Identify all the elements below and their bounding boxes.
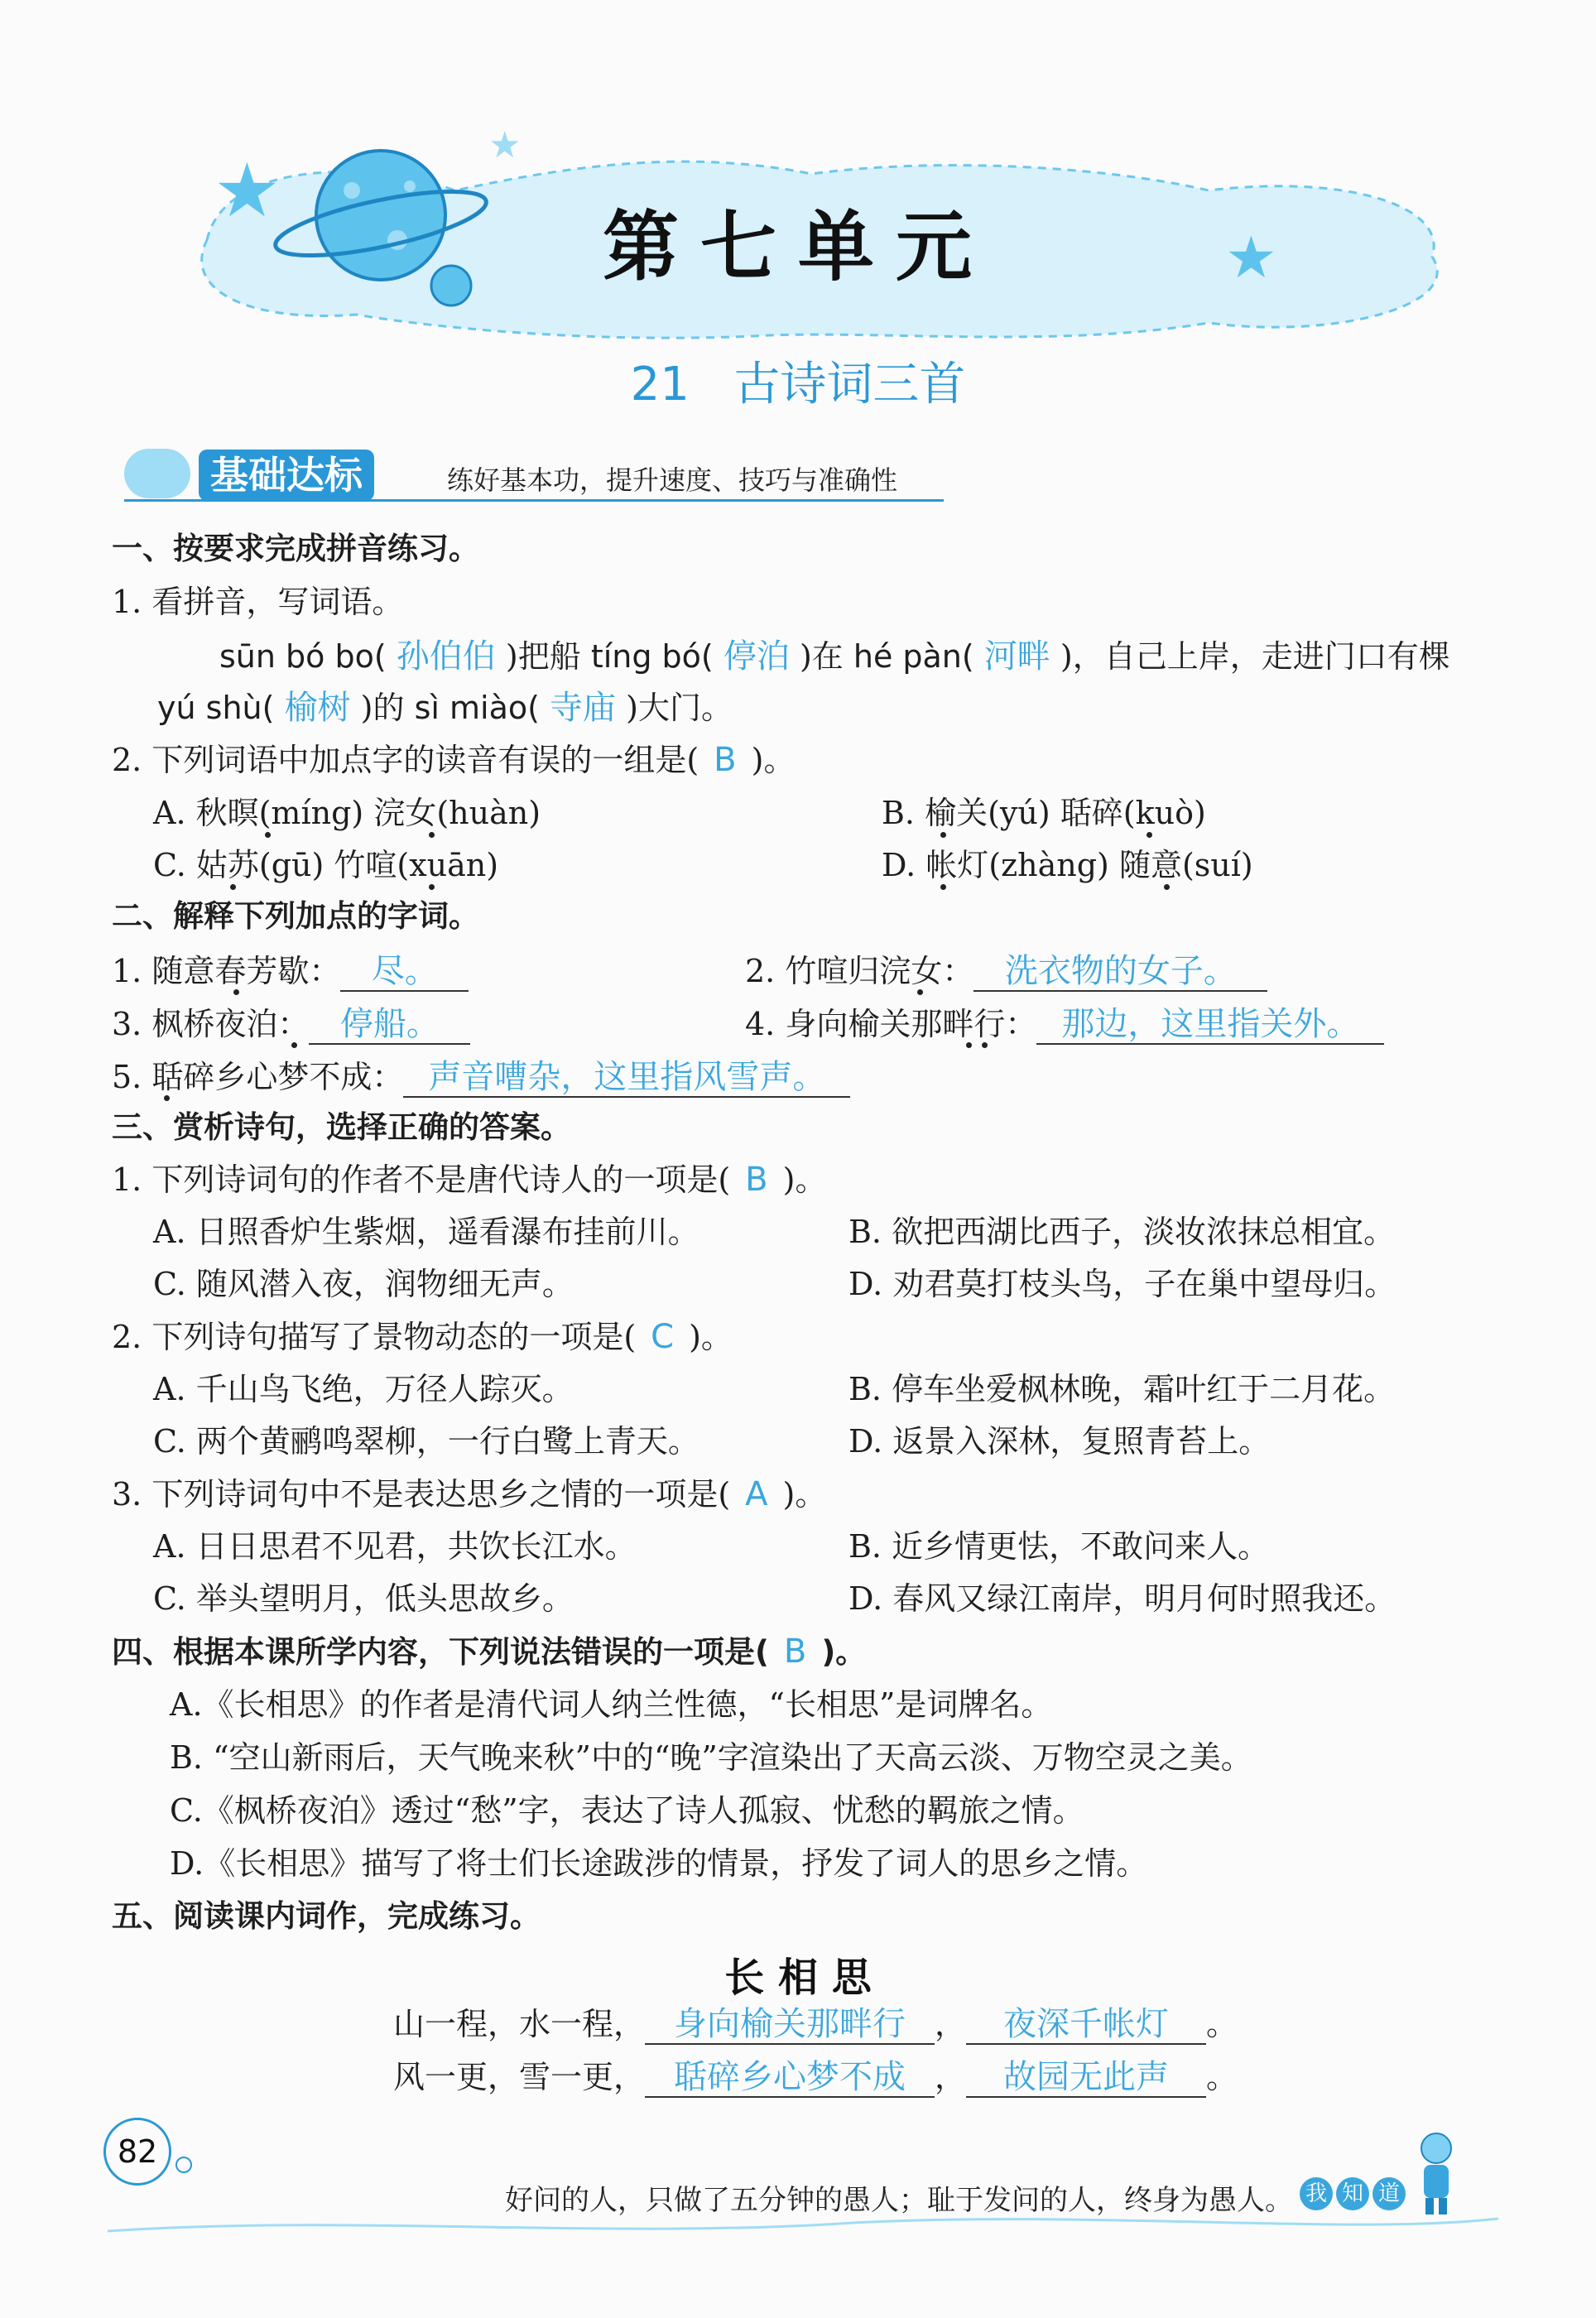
q3-2-option-c: C. 两个黄鹂鸣翠柳，一行白鹭上青天。	[153, 1423, 699, 1460]
emphasis-dot	[230, 884, 236, 890]
answer: 聒碎乡心梦不成	[645, 2058, 935, 2098]
emphasis-dot	[1164, 884, 1170, 890]
q1-2-question: 2. 下列词语中加点字的读音有误的一组是( B )。	[112, 741, 796, 779]
poem-title: 长 相 思	[724, 1955, 872, 2001]
mascot-badge: 我 知 道	[1300, 2177, 1406, 2210]
emphasis-dot	[982, 1042, 988, 1048]
q4-option-d: D.《长相思》描写了将士们长途跋涉的情景，抒发了词人的思乡之情。	[170, 1845, 1148, 1882]
star-icon: ★	[214, 147, 281, 234]
star-icon: ★	[1225, 224, 1277, 291]
answer: 声音嘈杂，这里指风雪声。	[403, 1058, 850, 1098]
answer: B	[714, 741, 737, 779]
q2-item-4: 4. 身向榆关那畔行： 那边，这里指关外。	[745, 1003, 1384, 1045]
q1-2-option-c: C. 姑苏(gū) 竹喧(xuān)	[153, 847, 499, 883]
answer: 停船。	[309, 1005, 470, 1045]
q2-item-3: 3. 枫桥夜泊： 停船。	[112, 1003, 470, 1045]
emphasis-dot	[429, 884, 435, 890]
q3-3-option-d: D. 春风又绿江南岸，明月何时照我还。	[848, 1580, 1396, 1617]
q3-3-option-c: C. 举头望明月，低头思故乡。	[153, 1580, 574, 1617]
q5-heading: 五、阅读课内词作，完成练习。	[112, 1898, 541, 1934]
q1-2-option-a: A. 秋暝(míng) 浣女(huàn)	[153, 795, 541, 831]
q3-1-option-c: C. 随风潜入夜，润物细无声。	[153, 1266, 574, 1302]
q3-2-option-a: A. 千山鸟飞绝，万径人踪灭。	[153, 1371, 574, 1407]
q2-item-2: 2. 竹喧归浣女： 洗衣物的女子。	[745, 950, 1267, 992]
poem-line-1: 山一程，水一程， 身向榆关那畔行 ， 夜深千帐灯 。	[393, 2005, 1238, 2043]
star-icon: ★	[488, 124, 522, 166]
q4-option-a: A.《长相思》的作者是清代词人纳兰性德，“长相思”是词牌名。	[170, 1686, 1053, 1723]
q3-2-option-d: D. 返景入深林，复照青苔上。	[848, 1423, 1271, 1460]
answer: 身向榆关那畔行	[645, 2005, 935, 2045]
pinyin-line-1: sūn bó bo( 孙伯伯 )把船 tíng bó( 停泊 )在 hé pàn( 河畔 )，自己上岸，走进门口有棵	[219, 637, 1450, 676]
q3-1-option-d: D. 劝君莫打枝头鸟，子在巢中望母归。	[848, 1266, 1396, 1302]
q2-heading: 二、解释下列加点的字词。	[112, 898, 479, 934]
q3-heading: 三、赏析诗句，选择正确的答案。	[112, 1109, 571, 1145]
section-slogan: 练好基本功，提升速度、技巧与准确性	[447, 464, 898, 496]
answer: A	[745, 1475, 768, 1513]
emphasis-dot	[940, 884, 946, 890]
answer: 河畔	[983, 637, 1050, 676]
q3-1-question: 1. 下列诗词句的作者不是唐代诗人的一项是( B )。	[112, 1161, 827, 1199]
q1-heading: 一、按要求完成拼音练习。	[112, 531, 479, 566]
q2-item-1: 1. 随意春芳歇： 尽。	[112, 950, 469, 992]
decor-circle	[175, 2157, 192, 2173]
section-badge: 基础达标	[199, 450, 374, 501]
page-number: 82	[103, 2118, 171, 2186]
emphasis-dot	[1147, 832, 1152, 838]
emphasis-dot	[233, 989, 239, 995]
q2-item-5: 5. 聒碎乡心梦不成： 声音嘈杂，这里指风雪声。	[112, 1056, 850, 1098]
lesson-title	[0, 348, 1596, 414]
q3-2-question: 2. 下列诗句描写了景物动态的一项是( C )。	[112, 1318, 733, 1356]
answer: 孙伯伯	[396, 637, 496, 676]
emphasis-dot	[940, 832, 946, 838]
answer: 故园无此声	[966, 2058, 1206, 2098]
q1-2-option-d: D. 帐灯(zhàng) 随意(suí)	[882, 847, 1253, 883]
poem-line-2: 风一更，雪一更， 聒碎乡心梦不成 ， 故园无此声 。	[393, 2058, 1238, 2096]
answer: 夜深千帐灯	[966, 2005, 1206, 2045]
answer: 榆树	[284, 689, 351, 727]
answer: 洗衣物的女子。	[973, 952, 1267, 992]
q4-option-b: B. “空山新雨后，天气晚来秋”中的“晚”字渲染出了天高云淡、万物空灵之美。	[170, 1739, 1252, 1776]
answer: 那边，这里指关外。	[1036, 1005, 1384, 1045]
divider	[124, 499, 944, 502]
answer: 尽。	[340, 952, 469, 992]
q4-option-c: C.《枫桥夜泊》透过“愁”字，表达了诗人孤寂、忧愁的羁旅之情。	[170, 1792, 1084, 1829]
emphasis-dot	[265, 832, 271, 838]
mascot-boy-icon	[1407, 2128, 1465, 2219]
footer-wave	[108, 2210, 1498, 2243]
answer: B	[745, 1161, 768, 1199]
badge-cloud-icon	[124, 449, 190, 498]
q3-2-option-b: B. 停车坐爱枫林晚，霜叶红于二月花。	[848, 1371, 1396, 1407]
answer: B	[783, 1633, 807, 1671]
emphasis-dot	[917, 989, 923, 995]
emphasis-dot	[966, 1042, 972, 1048]
pinyin-line-2: yú shù( 榆树 )的 sì miào( 寺庙 )大门。	[157, 689, 733, 727]
answer: 寺庙	[550, 689, 617, 727]
q4-question: 四、根据本课所学内容，下列说法错误的一项是( B )。	[112, 1633, 867, 1671]
emphasis-dot	[164, 1095, 170, 1101]
lesson-name: 古诗词三首	[733, 358, 966, 411]
emphasis-dot	[429, 832, 435, 838]
q1-1-label: 1. 看拼音，写词语。	[112, 584, 404, 620]
answer: 停泊	[723, 637, 790, 676]
unit-title: 第七单元	[602, 203, 993, 291]
answer: C	[651, 1318, 675, 1356]
q3-3-option-b: B. 近乡情更怯，不敢问来人。	[848, 1528, 1270, 1565]
q1-2-option-b: B. 榆关(yú) 聒碎(kuò)	[882, 795, 1206, 831]
q3-1-option-b: B. 欲把西湖比西子，淡妆浓抹总相宜。	[848, 1214, 1396, 1250]
footer-quote: 好问的人，只做了五分钟的愚人；耻于发问的人，终身为愚人。	[505, 2184, 1293, 2217]
emphasis-dot	[291, 1042, 297, 1048]
q3-3-option-a: A. 日日思君不见君，共饮长江水。	[153, 1528, 637, 1565]
lesson-number: 21	[630, 358, 690, 411]
q3-3-question: 3. 下列诗词句中不是表达思乡之情的一项是( A )。	[112, 1475, 827, 1513]
q3-1-option-a: A. 日照香炉生紫烟，遥看瀑布挂前川。	[153, 1214, 699, 1250]
